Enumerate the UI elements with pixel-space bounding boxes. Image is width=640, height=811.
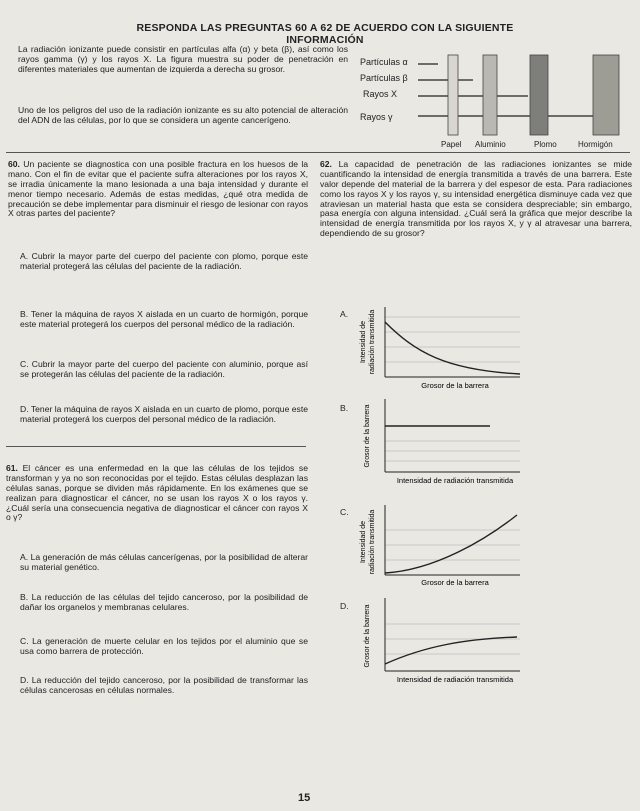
q60-option-c[interactable] xyxy=(20,360,308,380)
option-letter: B. xyxy=(20,592,29,602)
graph-gridlines xyxy=(385,530,520,560)
graph-curve xyxy=(385,637,517,664)
q62-graph-b[interactable] xyxy=(355,396,535,488)
material-paper: Papel xyxy=(441,140,462,149)
option-letter: C. xyxy=(20,359,29,369)
option-letter: D. xyxy=(20,404,29,414)
section-header: RESPONDA LAS PREGUNTAS 60 A 62 DE ACUERDO CON LA SIGUIENTE INFORMACIÓN xyxy=(136,22,514,46)
graph-y-label-1: Intensidad de xyxy=(360,320,367,364)
q62-option-d-letter[interactable]: D. xyxy=(340,601,349,611)
q61-option-c[interactable] xyxy=(20,637,308,657)
q62-graph-a[interactable] xyxy=(355,302,535,392)
graph-gridlines xyxy=(385,441,520,461)
q62-graph-d[interactable] xyxy=(355,594,535,686)
material-aluminum: Aluminio xyxy=(475,140,506,149)
option-letter: D. xyxy=(20,675,29,685)
page-number: 15 xyxy=(298,792,311,804)
q60-option-d[interactable] xyxy=(20,405,308,425)
option-text: Tener la máquina de rayos X aislada en un cuarto de hormigón, porque este material protegerá los cuerpos del personal médico de la radiación. xyxy=(20,309,309,329)
graph-curve xyxy=(385,515,517,573)
graph-gridlines xyxy=(385,624,520,654)
option-letter: A. xyxy=(20,251,29,261)
option-text: Cubrir la mayor parte del cuerpo del paciente con plomo, porque este material protegerá las células del paciente de la radiación. xyxy=(20,251,308,271)
figure-row-gamma: Rayos γ xyxy=(360,112,393,122)
graph-y-label-1: Intensidad de xyxy=(360,520,367,564)
q60-option-b[interactable] xyxy=(20,310,308,330)
graph-x-label: Intensidad de radiación transmitida xyxy=(396,476,514,485)
option-text: La generación de más células cancerígenas, por la posibilidad de alterar su material genético. xyxy=(20,552,309,572)
option-letter: C. xyxy=(20,636,29,646)
option-letter: B. xyxy=(20,309,29,319)
option-text: La reducción de las células del tejido canceroso, por la posibilidad de dañar los organelos y membranas celulares. xyxy=(20,592,308,612)
option-text: Cubrir la mayor parte del cuerpo del paciente con aluminio, porque así se protegerán las células del paciente de la radiación. xyxy=(20,359,308,379)
question-61-number: 61. xyxy=(6,463,18,473)
graph-x-label: Intensidad de radiación transmitida xyxy=(396,675,514,684)
section-divider xyxy=(6,152,630,153)
q62-option-a-letter[interactable]: A. xyxy=(340,309,349,319)
figure-row-xray: Rayos X xyxy=(363,89,398,99)
material-lead: Plomo xyxy=(534,140,557,149)
graph-x-label: Grosor de la barrera xyxy=(421,578,489,587)
penetration-diagram xyxy=(418,50,638,140)
question-62-number: 62. xyxy=(320,159,332,169)
option-text: Tener la máquina de rayos X aislada en un cuarto de plomo, porque este material protegerá los cuerpos del personal médico de la radiación. xyxy=(20,404,309,424)
question-60-number: 60. xyxy=(8,159,20,169)
graph-curve xyxy=(385,322,520,374)
option-text: La generación de muerte celular en los tejidos por el aluminio que se usa como barrera de protección. xyxy=(20,636,308,656)
graph-x-label: Grosor de la barrera xyxy=(421,381,489,390)
option-letter: A. xyxy=(20,552,29,562)
question-62-stem: 62. La capacidad de penetración de las radiaciones ionizantes se mide cuantificando la intensidad de energía transmitida a través de una barrera. Este valor depende del material de la barrera y del espesor de esta. Para radiaciones como los rayos X y los rayos γ, su intensidad energética disminuye cada vez que atraviesan un material hasta que esta se considera despreciable; sin embargo, pasa energía con alguna intensidad. ¿Cuál será la gráfica que mejor describe la intensidad de energía transmitida por los rayos X, y γ al atravesar una barrera, dependiendo de su grosor? xyxy=(320,159,633,239)
material-concrete: Hormigón xyxy=(578,140,613,149)
q62-option-c-letter[interactable]: C. xyxy=(340,507,349,517)
graph-y-label-2: radiación transmitida xyxy=(369,309,376,375)
intro-paragraph-1: La radiación ionizante puede consistir en partículas alfa (α) y beta (β), así como los rayos gamma (γ) y los rayos X. La figura muestra su poder de penetración en diferentes materiales que aumentan de izquierda a derecha su grosor. xyxy=(18,44,348,74)
q62-graph-c[interactable] xyxy=(355,500,535,592)
q61-option-b[interactable] xyxy=(20,593,308,613)
graph-y-label-1: Grosor de la barrera xyxy=(364,604,371,668)
q61-option-a[interactable] xyxy=(20,553,308,573)
question-divider xyxy=(6,446,306,447)
figure-row-alpha: Partículas α xyxy=(360,57,408,67)
q61-option-d[interactable] xyxy=(20,676,308,696)
q62-option-b-letter[interactable]: B. xyxy=(340,403,349,413)
intro-paragraph-2: Uno de los peligros del uso de la radiación ionizante es su alto potencial de alteración del ADN de las células, por lo que se considera un agente cancerígeno. xyxy=(18,105,348,125)
q60-option-a[interactable] xyxy=(20,252,308,272)
option-text: La reducción del tejido canceroso, por la posibilidad de transformar las células cancerosas en células normales. xyxy=(20,675,308,695)
question-61-stem: 61. El cáncer es una enfermedad en la que las células de los tejidos se transforman y ya no son reconocidas por el tejido. Estas células desplazan las células sanas, porque se dividen más rápidamente. En los exámenes que se realizan para diagnosticar el cáncer, no se usan los rayos X o los rayos γ. ¿Cuál sería una consecuencia negativa de diagnosticar el cáncer con rayos X o γ? xyxy=(6,463,309,523)
graph-y-label-2: radiación transmitida xyxy=(369,509,376,575)
graph-y-label-1: Grosor de la barrera xyxy=(364,404,371,468)
question-60-stem: 60. Un paciente se diagnostica con una posible fractura en los huesos de la mano. Con el fin de evitar que el paciente sufra alteraciones por los rayos X, se irradia únicamente la mano lesionada a una baja intensidad y durante el menor tiempo necesario. Además de estas medidas, ¿qué otra medida de precaución se debe implementar para disminuir el riesgo de lesionar con rayos X otras partes del paciente? xyxy=(8,159,309,219)
figure-row-beta: Partículas β xyxy=(360,73,408,83)
